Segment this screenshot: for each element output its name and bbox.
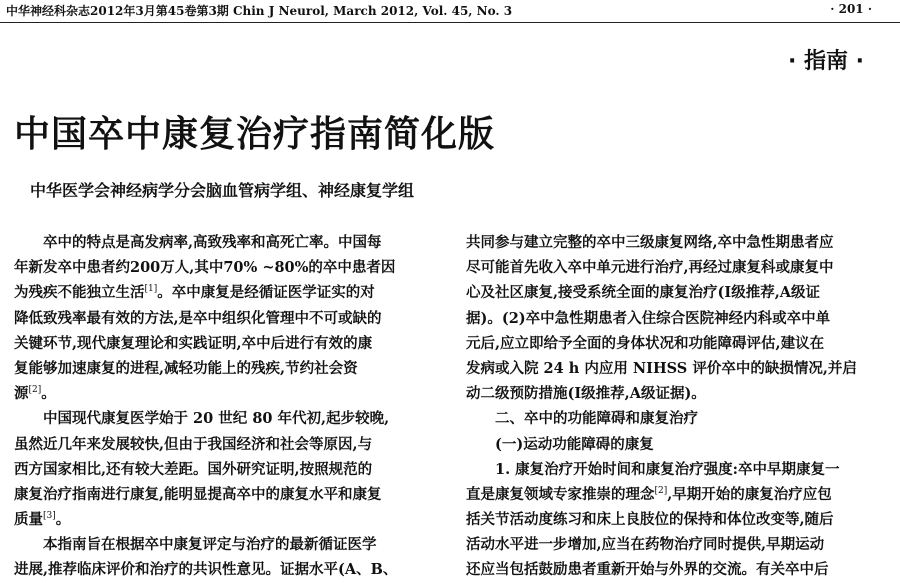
line-text: 进展,推荐临床评价和治疗的共识性意见。证据水平(A、B、 — [14, 561, 398, 579]
text-line — [466, 457, 886, 482]
text-line — [466, 482, 886, 507]
text-line — [466, 507, 886, 532]
line-text: 还应当包括鼓励患者重新开始与外界的交流。有关卒中后 — [466, 561, 829, 579]
citation-ref[interactable]: [3] — [43, 511, 56, 522]
line-text: 动二级预防措施(Ⅰ级推荐,A级证据)。 — [466, 385, 706, 403]
article-title: 中国卒中康复治疗指南简化版 — [14, 114, 496, 155]
line-text: 心及社区康复,接受系统全面的康复治疗(Ⅰ级推荐,A级证 — [466, 284, 820, 302]
journal-info: 中华神经科杂志2012年3月第45卷第3期 Chin J Neurol, March 2012, Vol. 45, No. 3 — [6, 4, 513, 18]
text-line — [14, 406, 434, 431]
line-text: 为残疾不能独立生活 — [14, 284, 145, 302]
line-text: 1. 康复治疗开始时间和康复治疗强度:卒中早期康复一 — [495, 460, 840, 478]
text-line — [466, 532, 886, 557]
line-text: 中国现代康复医学始于 20 世纪 80 年代初,起步较晚, — [43, 410, 390, 428]
text-line — [14, 280, 434, 305]
text-line — [466, 280, 886, 305]
section-tag: · 指南 · — [787, 49, 864, 74]
text-line — [14, 482, 434, 507]
text-line — [14, 331, 434, 356]
line-text: 元后,应立即给予全面的身体状况和功能障碍评估,建议在 — [466, 334, 825, 352]
line-text: 活动水平进一步增加,应当在药物治疗同时提供,早期运动 — [466, 536, 825, 554]
line-text-after: 。 — [55, 511, 71, 529]
text-line — [14, 457, 434, 482]
text-line — [14, 432, 434, 457]
right-column — [466, 230, 886, 583]
citation-ref[interactable]: [2] — [654, 486, 668, 497]
line-text: 康复治疗指南进行康复,能明显提高卒中的康复水平和康复 — [14, 485, 382, 503]
line-text: 西方国家相比,还有较大差距。国外研究证明,按照规范的 — [14, 460, 373, 478]
text-line — [466, 406, 886, 431]
line-text: 关键环节,现代康复理论和实践证明,卒中后进行有效的康 — [14, 334, 373, 352]
page-number: · 201 · — [830, 2, 872, 16]
text-line — [14, 356, 434, 381]
line-text-after: 。卒中康复是经循证医学证实的对 — [157, 284, 375, 302]
line-text: 年新发卒中患者约200万人,其中70% ~80%的卒中患者因 — [14, 259, 396, 277]
line-text: 直是康复领域专家推崇的理念 — [466, 485, 655, 503]
line-text: 质量 — [14, 511, 43, 529]
text-line — [466, 255, 886, 280]
left-column — [14, 230, 434, 583]
text-line — [14, 230, 434, 255]
article-authors: 中华医学会神经病学分会脑血管病学组、神经康复学组 — [30, 181, 415, 200]
citation-ref[interactable]: [2] — [28, 385, 42, 396]
line-text-after: ,早期开始的康复治疗应包 — [667, 485, 832, 503]
line-text: 共同参与建立完整的卒中三级康复网络,卒中急性期患者应 — [466, 234, 834, 251]
journal-header — [0, 0, 900, 23]
text-line — [14, 557, 434, 582]
text-line — [466, 381, 886, 406]
line-text: 据)。(2)卒中急性期患者入住综合医院神经内科或卒中单 — [466, 309, 831, 327]
citation-ref[interactable]: [1] — [144, 284, 158, 295]
text-line — [14, 381, 434, 406]
text-line — [466, 230, 886, 255]
text-line — [466, 306, 886, 331]
line-text: 卒中的特点是高发病率,高致残率和高死亡率。中国每 — [43, 234, 382, 251]
text-line — [14, 507, 434, 532]
line-text: (一)运动功能障碍的康复 — [495, 435, 654, 453]
line-text: 虽然近几年来发展较快,但由于我国经济和社会等原因,与 — [14, 435, 373, 453]
line-text: 源 — [14, 385, 29, 403]
text-line — [466, 557, 886, 582]
line-text: 降低致残率最有效的方法,是卒中组织化管理中不可或缺的 — [14, 309, 382, 327]
line-text: 发病或入院 24 h 内应用 NIHSS 评价卒中的缺损情况,并启 — [466, 359, 857, 377]
line-text: 复能够加速康复的进程,减轻功能上的残疾,节约社会资 — [14, 359, 358, 377]
text-line — [466, 356, 886, 381]
line-text: 括关节活动度练习和床上良肢位的保持和体位改变等,随后 — [466, 511, 834, 529]
text-line — [14, 532, 434, 557]
text-line — [466, 432, 886, 457]
line-text: 本指南旨在根据卒中康复评定与治疗的最新循证医学 — [43, 536, 377, 554]
text-line — [466, 331, 886, 356]
line-text: 二、卒中的功能障碍和康复治疗 — [495, 410, 698, 428]
line-text-after: 。 — [41, 385, 56, 403]
text-line — [14, 255, 434, 280]
line-text: 尽可能首先收入卒中单元进行治疗,再经过康复科或康复中 — [466, 259, 834, 277]
text-line — [14, 306, 434, 331]
